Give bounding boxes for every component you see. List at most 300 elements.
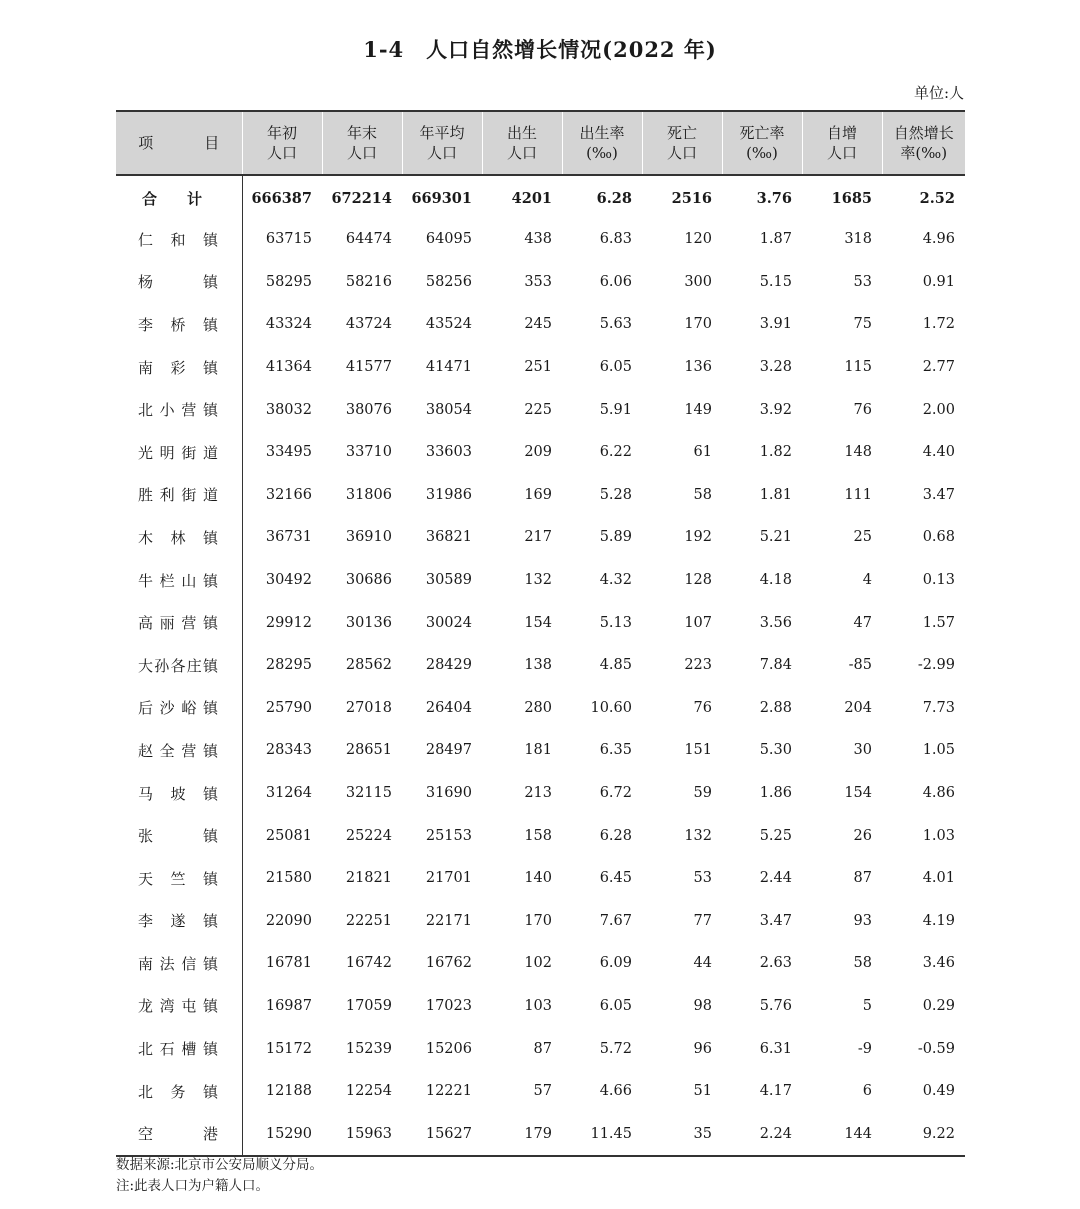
- table-cell: 17023: [425, 997, 472, 1014]
- table-cell: -0.59: [917, 1040, 955, 1057]
- row-label-text: 光明街道: [138, 443, 218, 462]
- row-label-text: 天竺镇: [138, 869, 218, 888]
- table-cell: 169: [524, 486, 552, 503]
- table-cell: 58216: [345, 273, 392, 290]
- row-label: [116, 1112, 242, 1156]
- table-row: [116, 1070, 965, 1113]
- table-cell: 28497: [425, 742, 472, 759]
- table-cell: 223: [684, 657, 712, 674]
- table-cell: 1.72: [922, 316, 955, 333]
- table-cell: 6.05: [599, 359, 632, 376]
- table-cell: 2.88: [759, 699, 792, 716]
- table-cell: 38032: [265, 401, 312, 418]
- table-cell: 28343: [265, 742, 312, 759]
- table-cell: 64474: [345, 231, 392, 248]
- table-cell: 4.19: [922, 912, 955, 929]
- table-cell: 31986: [425, 486, 472, 503]
- table-row: [116, 303, 965, 346]
- row-label-text: 高丽营镇: [138, 614, 218, 633]
- table-cell: 12221: [425, 1083, 472, 1100]
- table-cell: 1.03: [922, 827, 955, 844]
- table-cell: 148: [844, 444, 872, 461]
- table-row: [116, 601, 965, 644]
- row-label-text: 南彩镇: [138, 358, 218, 377]
- table-cell: 1685: [831, 189, 872, 207]
- row-label-text: 后沙峪镇: [138, 699, 218, 718]
- row-label-text: 空港: [138, 1125, 218, 1144]
- table-row: [116, 900, 965, 943]
- table-cell: 151: [684, 742, 712, 759]
- table-cell: 22251: [345, 912, 392, 929]
- table-cell: 16987: [265, 997, 312, 1014]
- column-header-line2: (‰): [746, 144, 778, 162]
- table-cell: 1.81: [759, 486, 792, 503]
- column-header-line1: 项 目: [138, 134, 238, 152]
- row-label: [116, 857, 242, 900]
- row-label-text: 马坡镇: [138, 784, 218, 803]
- table-cell: 2.77: [922, 359, 955, 376]
- table-cell: 4.32: [599, 572, 632, 589]
- table-cell: 61: [693, 444, 712, 461]
- table-cell: 179: [482, 1112, 562, 1156]
- table-cell: 2.52: [919, 189, 955, 207]
- table-cell: 4.18: [759, 572, 792, 589]
- table-cell: 75: [853, 316, 872, 333]
- table-cell: 181: [524, 742, 552, 759]
- table-cell: 6.45: [599, 870, 632, 887]
- table-cell: 154: [524, 614, 552, 631]
- row-label-text: 赵全营镇: [138, 741, 218, 760]
- table-cell: 30136: [345, 614, 392, 631]
- column-header: [322, 111, 402, 175]
- table-cell: 4.17: [759, 1083, 792, 1100]
- table-cell: 1.87: [759, 231, 792, 248]
- table-cell: 4.96: [922, 231, 955, 248]
- table-cell: 107: [684, 614, 712, 631]
- table-row: [116, 644, 965, 687]
- table-row: [116, 942, 965, 985]
- source-note: 数据来源:北京市公安局顺义分局。: [116, 1157, 324, 1173]
- table-cell: 5.72: [599, 1040, 632, 1057]
- table-cell: 6.09: [599, 955, 632, 972]
- table-cell: 17059: [345, 997, 392, 1014]
- table-cell: 29912: [265, 614, 312, 631]
- table-cell: 58: [693, 486, 712, 503]
- table-cell: 87: [533, 1040, 552, 1057]
- row-label: [116, 814, 242, 857]
- table-cell: 7.84: [759, 657, 792, 674]
- table-cell: 15239: [345, 1040, 392, 1057]
- table-cell: 5.25: [759, 827, 792, 844]
- row-label-text: 木林镇: [138, 528, 218, 547]
- row-label-text: 牛栏山镇: [138, 571, 218, 590]
- row-label-text: 胜利街道: [138, 486, 218, 505]
- table-cell: 2516: [671, 189, 712, 207]
- table-cell: 3.47: [922, 486, 955, 503]
- table-cell: 15627: [402, 1112, 482, 1156]
- table-cell: 2.63: [759, 955, 792, 972]
- table-cell: 41364: [265, 359, 312, 376]
- table-cell: -2.99: [917, 657, 955, 674]
- table-cell: 6: [862, 1083, 872, 1100]
- row-label-text: 仁和镇: [138, 230, 218, 249]
- table-cell: 15172: [265, 1040, 312, 1057]
- total-row: [116, 175, 965, 218]
- table-row: [116, 772, 965, 815]
- row-label-text: 南法信镇: [138, 954, 218, 973]
- table-cell: 11.45: [562, 1112, 642, 1156]
- table-cell: 3.56: [759, 614, 792, 631]
- table-cell: 438: [524, 231, 552, 248]
- row-label: [116, 687, 242, 730]
- column-header: [722, 111, 802, 175]
- row-label-text: 合计: [142, 189, 202, 208]
- table-cell: 31806: [345, 486, 392, 503]
- table-cell: 158: [524, 827, 552, 844]
- table-cell: 5.89: [599, 529, 632, 546]
- table-cell: 1.05: [922, 742, 955, 759]
- column-header-line1: 自然增长: [893, 124, 954, 142]
- table-body: [116, 175, 965, 1156]
- table-cell: 6.31: [759, 1040, 792, 1057]
- table-cell: 192: [684, 529, 712, 546]
- table-cell: 22171: [425, 912, 472, 929]
- table-cell: 5.15: [759, 273, 792, 290]
- table-cell: 7.67: [599, 912, 632, 929]
- table-cell: 4201: [511, 189, 552, 207]
- table-cell: 32166: [265, 486, 312, 503]
- table-cell: 33710: [345, 444, 392, 461]
- table-cell: 3.28: [759, 359, 792, 376]
- table-cell: 213: [524, 785, 552, 802]
- row-label: [116, 942, 242, 985]
- table-cell: 2.24: [722, 1112, 802, 1156]
- table-cell: 6.35: [599, 742, 632, 759]
- row-label-text: 北务镇: [138, 1082, 218, 1101]
- table-cell: 76: [853, 401, 872, 418]
- column-header-line1: 死亡: [666, 124, 697, 142]
- table-cell: 0.13: [922, 572, 955, 589]
- table-cell: 27018: [345, 699, 392, 716]
- table-cell: 0.68: [922, 529, 955, 546]
- table-cell: 33495: [265, 444, 312, 461]
- row-label: [116, 346, 242, 389]
- table-cell: 115: [844, 359, 872, 376]
- table-cell: 9.22: [882, 1112, 965, 1156]
- table-row: [116, 346, 965, 389]
- table-cell: 4.86: [922, 785, 955, 802]
- table-cell: 120: [684, 231, 712, 248]
- table-cell: 217: [524, 529, 552, 546]
- table-cell: 35: [642, 1112, 722, 1156]
- table-cell: 149: [684, 401, 712, 418]
- table-row: [116, 729, 965, 772]
- table-cell: 5.91: [599, 401, 632, 418]
- row-label: [116, 985, 242, 1028]
- table-cell: 144: [802, 1112, 882, 1156]
- table-cell: 132: [524, 572, 552, 589]
- table-cell: 0.29: [922, 997, 955, 1014]
- table-cell: 3.91: [759, 316, 792, 333]
- table-cell: 128: [684, 572, 712, 589]
- table-cell: 76: [693, 699, 712, 716]
- table-cell: 41577: [345, 359, 392, 376]
- table-cell: 38054: [425, 401, 472, 418]
- table-cell: 6.83: [599, 231, 632, 248]
- table-cell: 57: [533, 1083, 552, 1100]
- table-row: [116, 687, 965, 730]
- table-cell: 2.00: [922, 401, 955, 418]
- row-label-text: 北石槽镇: [138, 1040, 218, 1059]
- table-cell: 170: [524, 912, 552, 929]
- table-cell: 63715: [265, 231, 312, 248]
- column-header: [802, 111, 882, 175]
- table-cell: 15290: [242, 1112, 322, 1156]
- table-cell: 1.82: [759, 444, 792, 461]
- table-cell: 58256: [425, 273, 472, 290]
- table-cell: 16781: [265, 955, 312, 972]
- column-header: [642, 111, 722, 175]
- table-cell: 64095: [425, 231, 472, 248]
- table-cell: 43724: [345, 316, 392, 333]
- table-cell: 318: [844, 231, 872, 248]
- table-cell: 30686: [345, 572, 392, 589]
- table-cell: 25224: [345, 827, 392, 844]
- table-row: [116, 985, 965, 1028]
- table-cell: 53: [853, 273, 872, 290]
- table-cell: 225: [524, 401, 552, 418]
- table-cell: 25790: [265, 699, 312, 716]
- table-cell: 31264: [265, 785, 312, 802]
- column-header-line1: 年初: [266, 124, 297, 142]
- row-label: [116, 772, 242, 815]
- table-row: [116, 814, 965, 857]
- table-cell: 170: [684, 316, 712, 333]
- table-cell: 0.91: [922, 273, 955, 290]
- table-cell: 4.85: [599, 657, 632, 674]
- table-cell: 300: [684, 273, 712, 290]
- table-cell: 15206: [425, 1040, 472, 1057]
- table-cell: 204: [844, 699, 872, 716]
- table-cell: 25153: [425, 827, 472, 844]
- column-header-line1: 出生: [506, 124, 537, 142]
- table-header-row: [116, 111, 965, 175]
- row-label: [116, 900, 242, 943]
- table-cell: 21580: [265, 870, 312, 887]
- column-header-line1: 年末: [346, 124, 377, 142]
- row-label: [116, 1027, 242, 1070]
- row-label-text: 龙湾屯镇: [138, 997, 218, 1016]
- table-row: [116, 431, 965, 474]
- table-cell: 3.76: [756, 189, 792, 207]
- table-cell: 87: [853, 870, 872, 887]
- column-header-line1: 年平均: [419, 124, 465, 142]
- table-cell: 5.13: [599, 614, 632, 631]
- table-cell: 30: [853, 742, 872, 759]
- table-cell: 47: [853, 614, 872, 631]
- table-cell: 36731: [265, 529, 312, 546]
- table-cell: 0.49: [922, 1083, 955, 1100]
- table-cell: 38076: [345, 401, 392, 418]
- table-cell: 5: [862, 997, 872, 1014]
- table-cell: 5.76: [759, 997, 792, 1014]
- table-number: 1-4: [363, 37, 405, 62]
- table-cell: 30589: [425, 572, 472, 589]
- table-cell: 59: [693, 785, 712, 802]
- table-cell: 103: [524, 997, 552, 1014]
- row-label: [116, 261, 242, 304]
- row-label-text: 北小营镇: [138, 401, 218, 420]
- table-cell: 77: [693, 912, 712, 929]
- table-cell: 4.40: [922, 444, 955, 461]
- table-cell: 7.73: [922, 699, 955, 716]
- row-label: [116, 388, 242, 431]
- table-cell: 666387: [251, 189, 312, 207]
- column-header-line2: 人口: [346, 144, 377, 162]
- table-cell: 58295: [265, 273, 312, 290]
- remark-note: 注:此表人口为户籍人口。: [116, 1178, 270, 1194]
- table-cell: 5.30: [759, 742, 792, 759]
- column-header-line1: 自增: [826, 124, 857, 142]
- table-cell: 26404: [425, 699, 472, 716]
- table-cell: 209: [524, 444, 552, 461]
- table-cell: 25081: [265, 827, 312, 844]
- column-header: [402, 111, 482, 175]
- row-label: [116, 175, 242, 218]
- column-header-line1: 死亡率: [739, 124, 785, 142]
- table-cell: 41471: [425, 359, 472, 376]
- column-header: [116, 111, 242, 175]
- table-cell: 102: [524, 955, 552, 972]
- table-cell: 6.28: [596, 189, 632, 207]
- column-header-line2: 率(‰): [900, 144, 948, 162]
- table-cell: 58: [853, 955, 872, 972]
- table-cell: 33603: [425, 444, 472, 461]
- table-row: [116, 559, 965, 602]
- table-cell: 28651: [345, 742, 392, 759]
- table-cell: 30024: [425, 614, 472, 631]
- row-label: [116, 1070, 242, 1113]
- table-row: [116, 388, 965, 431]
- table-cell: 280: [524, 699, 552, 716]
- row-label: [116, 559, 242, 602]
- table-cell: 15963: [322, 1112, 402, 1156]
- table-cell: 5.21: [759, 529, 792, 546]
- row-label: [116, 601, 242, 644]
- row-label: [116, 431, 242, 474]
- table-cell: 251: [524, 359, 552, 376]
- table-cell: 93: [853, 912, 872, 929]
- table-cell: 98: [693, 997, 712, 1014]
- row-label-text: 张镇: [138, 827, 218, 846]
- column-header-line2: 人口: [506, 144, 537, 162]
- row-label: [116, 303, 242, 346]
- table-cell: 6.72: [599, 785, 632, 802]
- row-label: [116, 218, 242, 261]
- table-cell: 154: [844, 785, 872, 802]
- table-cell: 5.63: [599, 316, 632, 333]
- table-cell: 353: [524, 273, 552, 290]
- footnotes: [116, 1155, 323, 1197]
- table-cell: 16762: [425, 955, 472, 972]
- row-label-text: 李遂镇: [138, 912, 218, 931]
- table-cell: 51: [693, 1083, 712, 1100]
- column-header: [482, 111, 562, 175]
- table-cell: 140: [524, 870, 552, 887]
- table-cell: 672214: [331, 189, 392, 207]
- column-header-line2: (‰): [586, 144, 618, 162]
- table-cell: 4: [862, 572, 872, 589]
- column-header-line2: 人口: [266, 144, 297, 162]
- table-cell: 6.28: [599, 827, 632, 844]
- table-cell: 12188: [265, 1083, 312, 1100]
- table-cell: 10.60: [590, 699, 632, 716]
- table-cell: 25: [853, 529, 872, 546]
- table-row: [116, 857, 965, 900]
- table-row: [116, 218, 965, 261]
- row-label: [116, 516, 242, 559]
- table-cell: 44: [693, 955, 712, 972]
- table-cell: 1.57: [922, 614, 955, 631]
- column-header: [242, 111, 322, 175]
- table-cell: 4.01: [922, 870, 955, 887]
- row-label: [116, 644, 242, 687]
- table-cell: -9: [857, 1040, 872, 1057]
- table-cell: -85: [848, 657, 872, 674]
- column-header-line1: 出生率: [579, 124, 625, 142]
- table-cell: 6.06: [599, 273, 632, 290]
- column-header-line2: 人口: [426, 144, 457, 162]
- row-label: [116, 474, 242, 517]
- row-label-text: 大孙各庄镇: [138, 656, 218, 675]
- row-label-text: 杨镇: [138, 273, 218, 292]
- table-cell: 22090: [265, 912, 312, 929]
- table-cell: 5.28: [599, 486, 632, 503]
- row-label: [116, 729, 242, 772]
- table-cell: 32115: [345, 785, 392, 802]
- table-cell: 43324: [265, 316, 312, 333]
- table-cell: 3.46: [922, 955, 955, 972]
- table-cell: 6.05: [599, 997, 632, 1014]
- table-cell: 2.44: [759, 870, 792, 887]
- table-row: [116, 261, 965, 304]
- table-cell: 669301: [411, 189, 472, 207]
- table-cell: 28295: [265, 657, 312, 674]
- table-cell: 28562: [345, 657, 392, 674]
- table-cell: 12254: [345, 1083, 392, 1100]
- table-row: [116, 474, 965, 517]
- table-row: [116, 516, 965, 559]
- table-row: [116, 1112, 965, 1156]
- unit-label: 单位:人: [913, 84, 964, 102]
- table-cell: 138: [524, 657, 552, 674]
- table-cell: 36821: [425, 529, 472, 546]
- table-row: [116, 1027, 965, 1070]
- table-cell: 245: [524, 316, 552, 333]
- column-header-line2: 人口: [666, 144, 697, 162]
- column-header-line2: 人口: [826, 144, 857, 162]
- table-cell: 31690: [425, 785, 472, 802]
- page-title: [0, 34, 1080, 64]
- table-cell: 3.92: [759, 401, 792, 418]
- table-cell: 1.86: [759, 785, 792, 802]
- table-cell: 3.47: [759, 912, 792, 929]
- table-cell: 21701: [425, 870, 472, 887]
- table-cell: 132: [684, 827, 712, 844]
- table-cell: 36910: [345, 529, 392, 546]
- row-label-text: 李桥镇: [138, 315, 218, 334]
- population-table: [116, 110, 965, 1157]
